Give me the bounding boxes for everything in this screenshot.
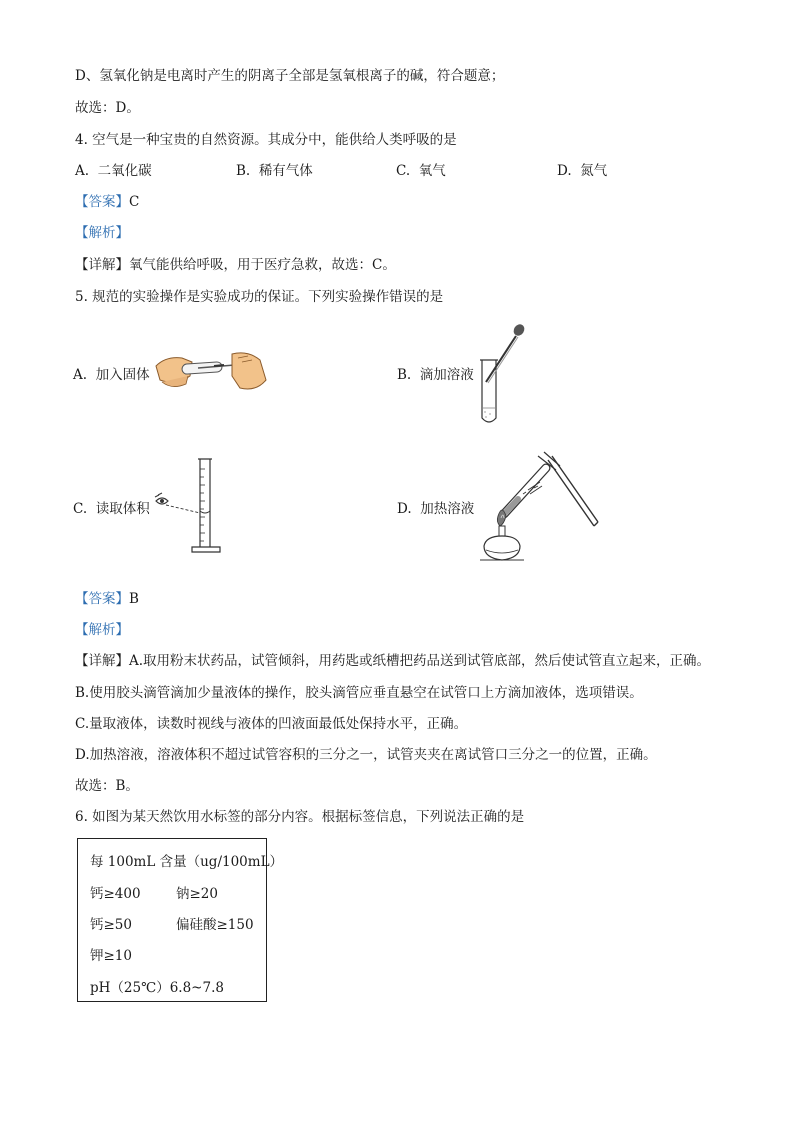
- q4-stem: 4. 空气是一种宝贵的自然资源。其成分中，能供给人类呼吸的是: [75, 132, 457, 148]
- q4-option-c: [396, 162, 446, 180]
- q5-option-b: [397, 366, 474, 384]
- q4-option-d-letter: D.: [557, 163, 572, 179]
- water-label-box: [77, 838, 284, 1002]
- q3-choice: 故选：D。: [75, 100, 140, 116]
- water-label-metasilicic-acid: 偏硅酸≥150: [176, 917, 254, 933]
- q4-analysis-tag: 【解析】: [75, 225, 129, 241]
- q5-option-b-text: 滴加溶液: [419, 367, 474, 383]
- q6-stem: 6. 如图为某天然饮用水标签的部分内容。根据标签信息，下列说法正确的是: [75, 809, 525, 825]
- water-label-calcium-1: 钙≥400: [90, 886, 141, 902]
- q4-option-b-letter: B.: [236, 163, 251, 179]
- q4-option-a-text: 二氧化碳: [97, 163, 152, 179]
- water-label-header: 每 100mL 含量（ug/100mL）: [90, 854, 284, 870]
- q5-stem: 5. 规范的实验操作是实验成功的保证。下列实验操作错误的是: [75, 289, 444, 305]
- water-label-row-1: [90, 885, 218, 903]
- q5-analysis-tag: 【解析】: [75, 622, 129, 638]
- water-label-ph: pH（25℃）6.8~7.8: [90, 980, 224, 996]
- q5-option-a-letter: A.: [73, 367, 88, 383]
- q4-answer-tag: 【答案】: [75, 194, 129, 210]
- q4-answer: [75, 193, 139, 211]
- q5-option-c: [73, 500, 150, 518]
- q5-option-d-text: 加热溶液: [420, 501, 475, 517]
- q5-detail-a: [75, 652, 710, 670]
- q5-option-c-letter: C.: [73, 501, 88, 517]
- q5-option-d: [397, 500, 474, 518]
- q4-option-b-text: 稀有气体: [258, 163, 313, 179]
- q5-detail-b: B.使用胶头滴管滴加少量液体的操作，胶头滴管应垂直悬空在试管口上方滴加液体，选项错误。: [75, 685, 643, 701]
- q5-detail-c: C.量取液体，读数时视线与液体的凹液面最低处保持水平，正确。: [75, 716, 468, 732]
- q5-choice: 故选：B。: [75, 778, 139, 794]
- water-label-row-2: [90, 916, 254, 934]
- reading-graduated-cylinder-figure: [152, 455, 232, 557]
- heating-test-tube-figure: [474, 446, 604, 571]
- q5-option-b-letter: B.: [397, 367, 412, 383]
- q5-option-c-text: 读取体积: [95, 501, 150, 517]
- water-label-sodium: 钠≥20: [176, 886, 218, 902]
- q4-option-b: [236, 162, 313, 180]
- dropper-in-test-tube-figure: [474, 320, 530, 426]
- q4-option-a: [75, 162, 152, 180]
- q4-option-c-letter: C.: [396, 163, 411, 179]
- q5-detail-d: D.加热溶液，溶液体积不超过试管容积的三分之一，试管夹夹在离试管口三分之一的位置，正确。: [75, 747, 657, 763]
- q5-option-a-text: 加入固体: [95, 367, 150, 383]
- q3-option-d-explanation: D、氢氧化钠是电离时产生的阴离子全部是氢氧根离子的碱，符合题意；: [75, 68, 505, 84]
- q4-option-d-text: 氮气: [580, 163, 608, 179]
- q4-option-d: [557, 162, 607, 180]
- q5-detail-a-text: A.取用粉末状药品，试管倾斜，用药匙或纸槽把药品送到试管底部，然后使试管直立起来，正确。: [129, 653, 711, 669]
- q5-answer: [75, 590, 139, 608]
- q4-option-c-text: 氧气: [418, 163, 446, 179]
- q5-option-d-letter: D.: [397, 501, 412, 517]
- q5-option-a: [73, 366, 150, 384]
- water-label-potassium: 钾≥10: [90, 948, 132, 964]
- q4-detail-text: 氧气能供给呼吸，用于医疗急救，故选：C。: [129, 257, 396, 273]
- q4-option-a-letter: A.: [75, 163, 90, 179]
- q4-answer-value: C: [129, 194, 140, 210]
- q5-answer-tag: 【答案】: [75, 591, 129, 607]
- water-label-calcium-2: 钙≥50: [90, 917, 132, 933]
- q4-detail-tag: 【详解】: [75, 257, 129, 273]
- hands-adding-solid-figure: [152, 346, 270, 398]
- q4-detail: [75, 256, 396, 274]
- q5-detail-tag: 【详解】: [75, 653, 129, 669]
- q5-answer-value: B: [129, 591, 139, 607]
